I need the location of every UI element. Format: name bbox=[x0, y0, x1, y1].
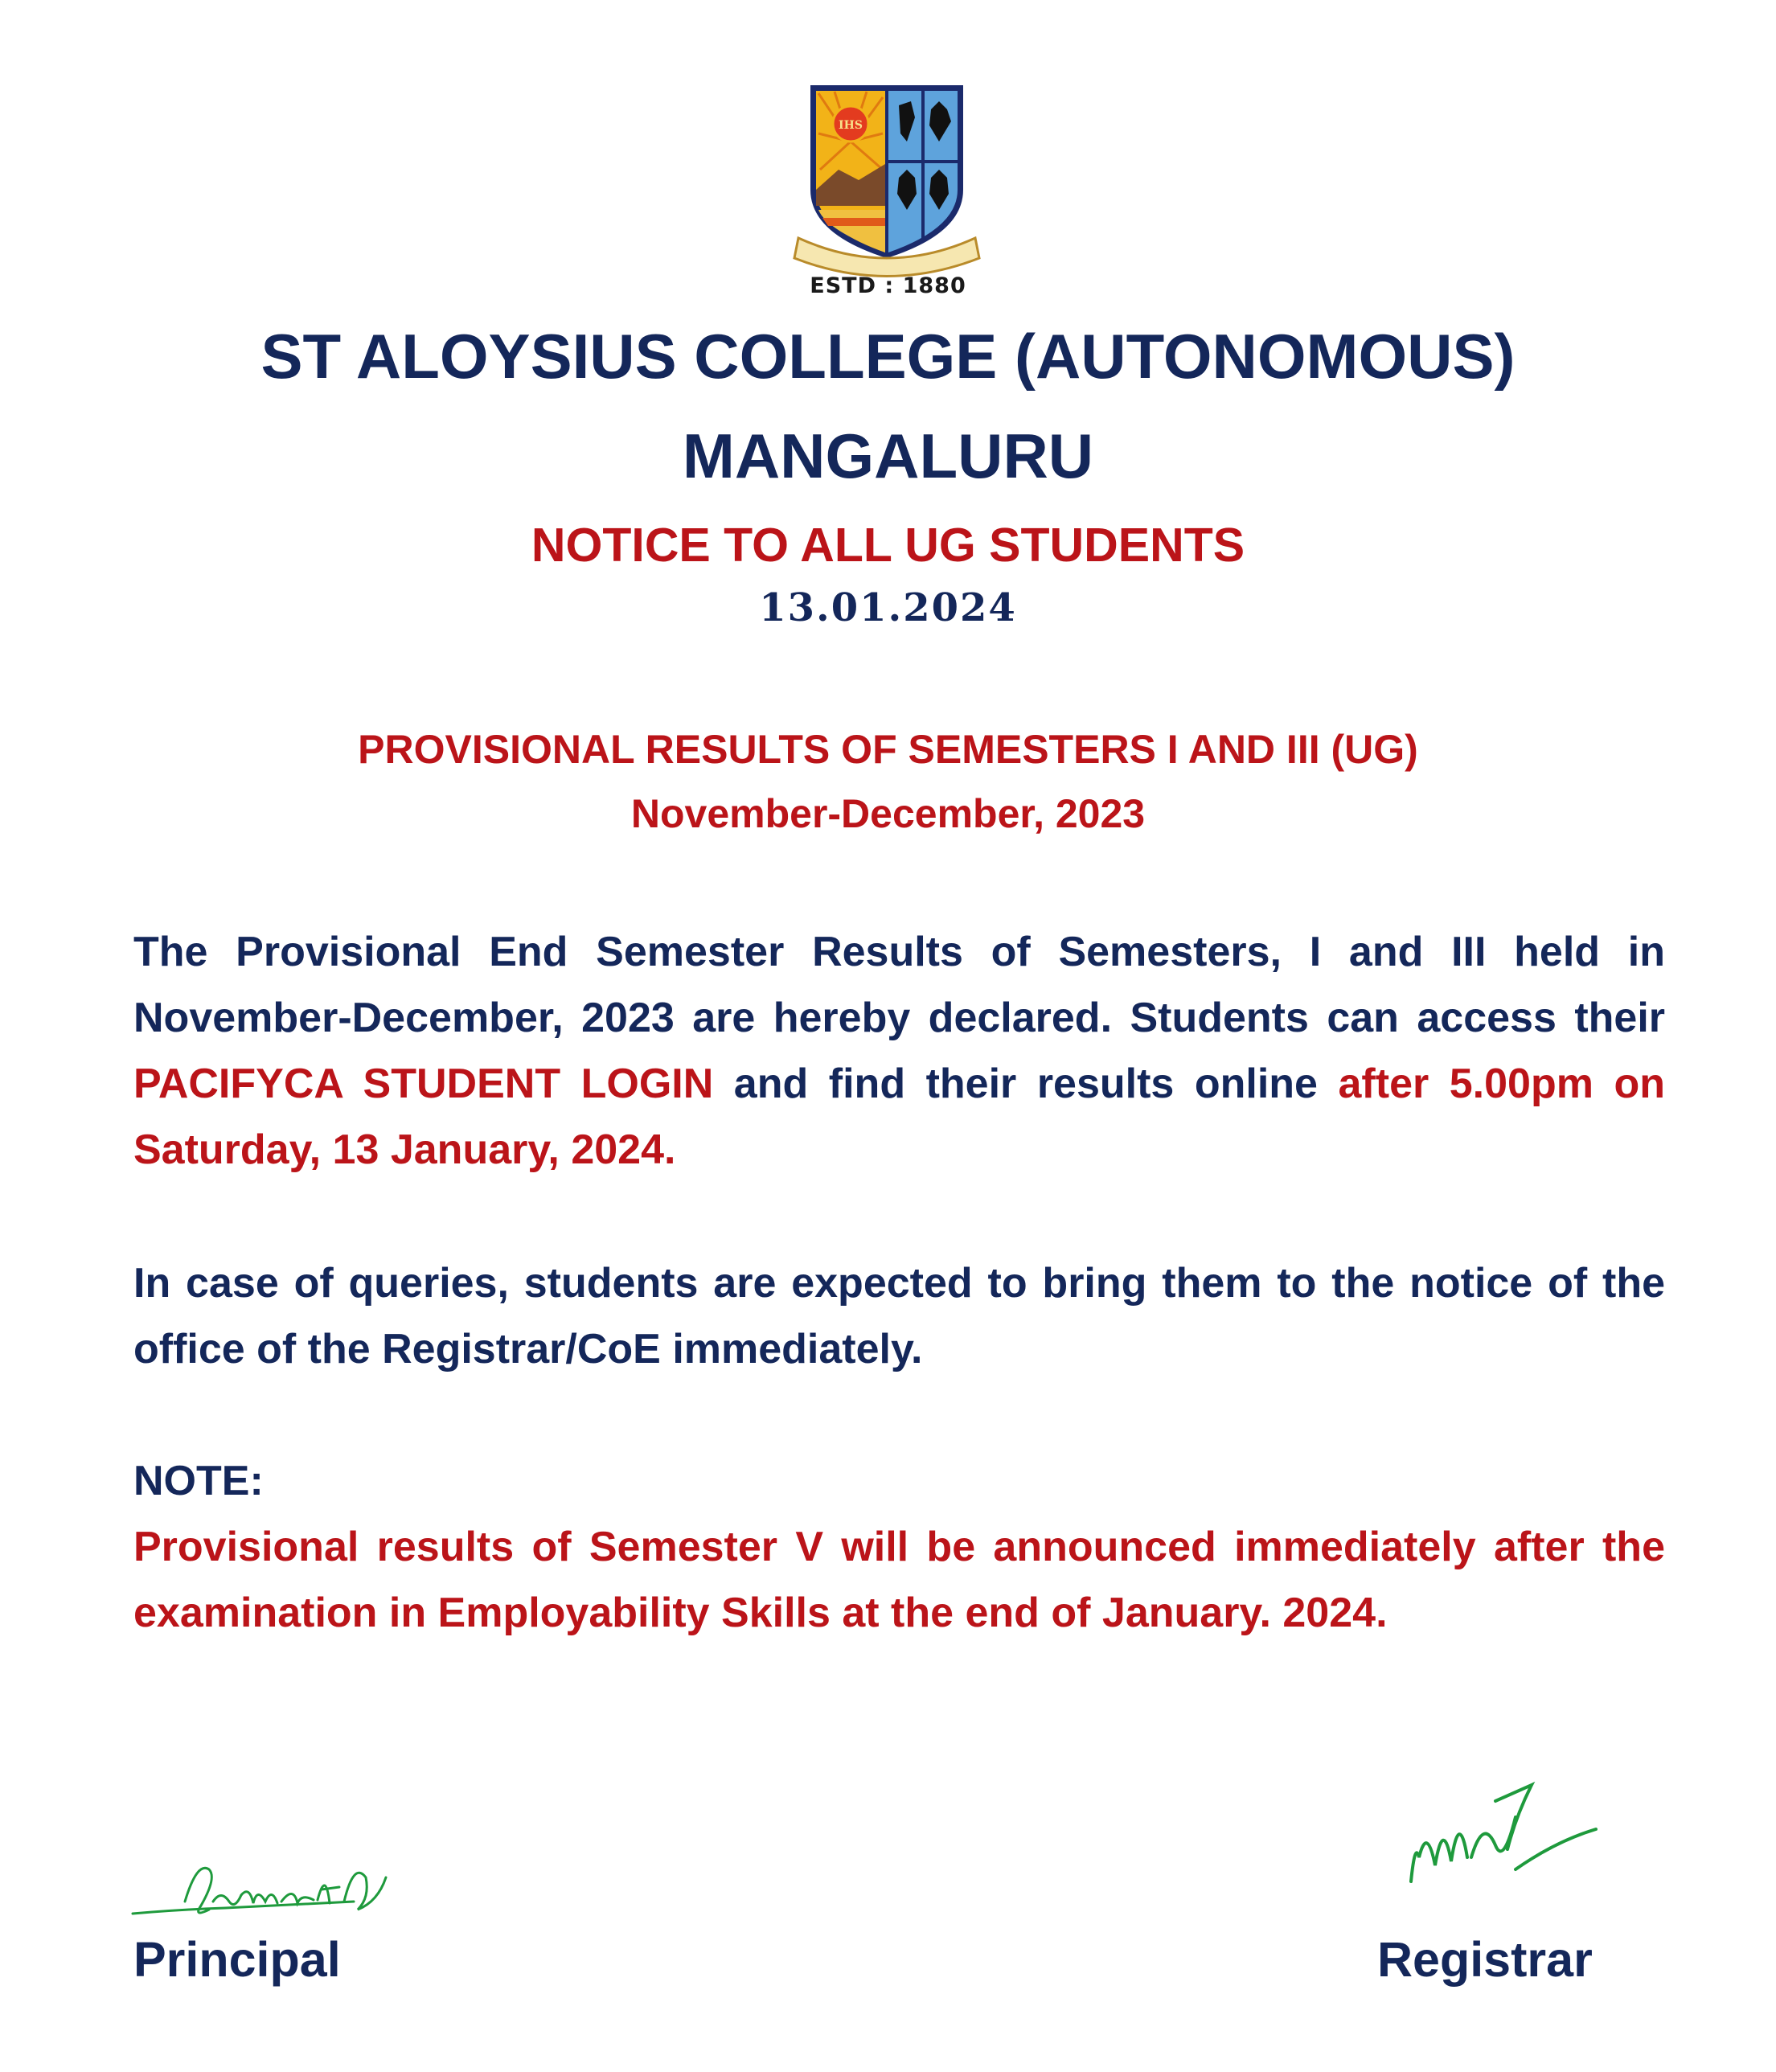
notice-title: NOTICE TO ALL UG STUDENTS bbox=[531, 519, 1245, 572]
college-crest-logo bbox=[778, 77, 995, 278]
principal-signature-icon bbox=[129, 1845, 498, 1934]
results-title: PROVISIONAL RESULTS OF SEMESTERS I AND III (UG) bbox=[358, 727, 1418, 772]
pacifyca-login-highlight: PACIFYCA STUDENT LOGIN bbox=[133, 1061, 714, 1107]
note-label: NOTE: bbox=[133, 1458, 264, 1504]
registrar-signature-icon bbox=[1395, 1769, 1612, 1898]
crest-icon bbox=[778, 77, 995, 278]
registrar-label: Registrar bbox=[1377, 1932, 1593, 1987]
established-year: ESTD : 1880 bbox=[810, 273, 966, 298]
declaration-text-cont: and find their results online bbox=[713, 1061, 1339, 1107]
registrar-signature bbox=[1395, 1769, 1612, 1898]
results-period: November-December, 2023 bbox=[630, 791, 1146, 836]
results-declaration-paragraph bbox=[133, 919, 1665, 1183]
principal-label: Principal bbox=[133, 1932, 341, 1987]
declaration-text: The Provisional End Semester Results of Semesters, I and III held in November-December, 2023 are hereby declared. Students can access their bbox=[133, 929, 1665, 1041]
college-city: MANGALURU bbox=[682, 421, 1094, 491]
college-name: ST ALOYSIUS COLLEGE (AUTONOMOUS) bbox=[260, 321, 1516, 392]
queries-paragraph: In case of queries, students are expected to bring them to the notice of the office of the Registrar/CoE immediately. bbox=[133, 1260, 1665, 1372]
note-text: Provisional results of Semester V will be announced immediately after the examination in Employability Skills at the end of January. 2024. bbox=[133, 1524, 1665, 1636]
results-release-time: after 5.00pm on Saturday, 13 January, 2024. bbox=[133, 1061, 1666, 1173]
notice-date: 13.01.2024 bbox=[759, 585, 1017, 630]
svg-text:IHS: IHS bbox=[839, 119, 863, 132]
principal-signature bbox=[129, 1845, 498, 1934]
